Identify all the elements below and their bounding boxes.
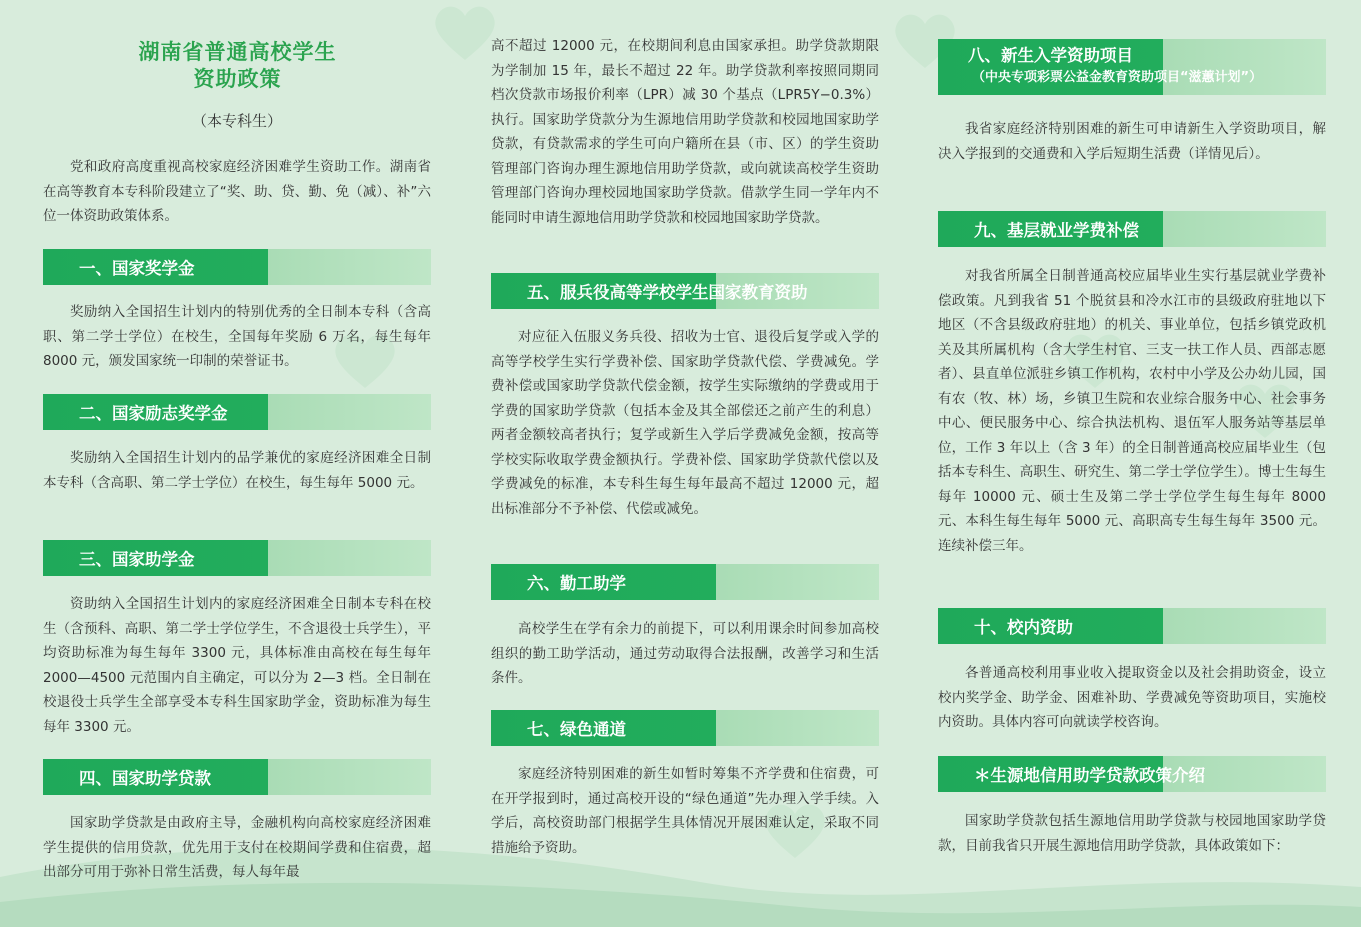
document-subtitle: （本专科生） <box>191 112 282 130</box>
section-title-6: 六、勤工助学 <box>527 574 626 593</box>
section-body-2: 奖励纳入全国招生计划内的品学兼优的家庭经济困难全日制本专科（含高职、第二学士学位）在校生，每生每年 5000 元。 <box>43 450 431 491</box>
section-header-9 <box>938 211 1326 247</box>
section-body-7: 家庭经济特别困难的新生如暂时筹集不齐学费和住宿费，可在开学报到时，通过高校开设的“绿色通道”先办理入学手续。入学后，高校资助部门根据学生具体情况开展困难认定，采取不同措施给予资助。 <box>491 766 879 856</box>
title-line-2: 资助政策 <box>193 66 282 91</box>
section-subtitle-8: （中央专项彩票公益金教育资助项目“滋蕙计划”） <box>972 70 1263 85</box>
section-body-1: 奖励纳入全国招生计划内的特别优秀的全日制本专科（含高职、第二学士学位）在校生，全国每年奖励 6 万名，每生每年 8000 元，颁发国家统一印制的荣誉证书。 <box>43 304 431 369</box>
section-body-10: 各普通高校利用事业收入提取资金以及社会捐助资金，设立校内奖学金、助学金、困难补助、学费减免等资助项目，实施校内资助。具体内容可向就读学校咨询。 <box>938 665 1326 730</box>
section-body-4: 国家助学贷款是由政府主导，金融机构向高校家庭经济困难学生提供的信用贷款，优先用于支付在校期间学费和住宿费，超出部分可用于弥补日常生活费，每人每年最 <box>43 815 431 880</box>
section-title-2: 二、国家励志奖学金 <box>79 404 228 423</box>
section-header-1 <box>43 249 431 285</box>
section-header-2 <box>43 394 431 430</box>
section-body-8: 我省家庭经济特别困难的新生可申请新生入学资助项目，解决入学报到的交通费和入学后短期生活费（详情见后）。 <box>938 121 1326 162</box>
section-title-8: 八、新生入学资助项目 <box>968 46 1133 65</box>
document-title <box>70 38 405 92</box>
section-header-3 <box>43 540 431 576</box>
section-body-11: 国家助学贷款包括生源地信用助学贷款与校园地国家助学贷款，目前我省只开展生源地信用助学贷款，具体政策如下： <box>938 813 1326 854</box>
section-title-7: 七、绿色通道 <box>527 720 626 739</box>
section-title-4: 四、国家助学贷款 <box>79 769 211 788</box>
section-title-1: 一、国家奖学金 <box>79 259 195 278</box>
section-header-5 <box>491 273 879 309</box>
section-header-4 <box>43 759 431 795</box>
section-title-11: ＊生源地信用助学贷款政策介绍 <box>974 766 1205 785</box>
section-header-11 <box>938 756 1326 792</box>
section-header-8 <box>938 39 1326 95</box>
section-body-9: 对我省所属全日制普通高校应届毕业生实行基层就业学费补偿政策。凡到我省 51 个脱贫县和冷水江市的县级政府驻地以下地区（不含县级政府驻地）的机关、事业单位，包括乡镇党政机关及其所属机构（含大学生村官、三支一扶工作人员、西部志愿者）、县直单位派驻乡镇工作机构，农村中小学及公办幼儿园，国有农（牧、林）场，乡镇卫生院和农业综合服务中心、社会事务中心、便民服务中心、综合执法机构、退伍军人服务站等基层单位，工作 3 年以上（含 3 年）的全日制普通高校应届毕业生（包括本专科生、高职生、研究生、第二学士学位学生）。博士生每生每年 10000 元、硕士生及第二学士学位学生每生每年 8000 元、本科生每生每年 5000 元、高职高专生每生每年 3500 元。连续补偿三年。 <box>938 268 1326 554</box>
section-body-3: 资助纳入全国招生计划内的家庭经济困难全日制本专科在校生（含预科、高职、第二学士学位学生，不含退役士兵学生），平均资助标准为每生每年 3300 元，具体标准由高校在每生每年 2000—4500 元范围内自主确定，可以分为 2—3 档。全日制在校退役士兵学生全部享受本专科生国家助学金，资助标准为每生每年 3300 元。 <box>43 596 431 735</box>
section-title-3: 三、国家助学金 <box>79 550 195 569</box>
intro-paragraph: 党和政府高度重视高校家庭经济困难学生资助工作。湖南省在高等教育本专科阶段建立了“奖、助、贷、勤、免（减）、补”六位一体资助政策体系。 <box>43 159 431 224</box>
title-line-1: 湖南省普通高校学生 <box>138 39 337 64</box>
section-title-10: 十、校内资助 <box>974 618 1073 637</box>
section-header-7 <box>491 710 879 746</box>
section-body-5: 对应征入伍服义务兵役、招收为士官、退役后复学或入学的高等学校学生实行学费补偿、国家助学贷款代偿、学费减免。学费补偿或国家助学贷款代偿金额，按学生实际缴纳的学费或用于学费的国家助学贷款（包括本金及其全部偿还之前产生的利息）两者金额较高者执行；复学或新生入学后学费减免金额，按高等学校实际收取学费金额执行。学费补偿、国家助学贷款代偿以及学费减免的标准，本专科生每生每年最高不超过 12000 元，超出标准部分不予补偿、代偿或减免。 <box>491 329 879 517</box>
section-header-6 <box>491 564 879 600</box>
section-body-4-continued: 高不超过 12000 元，在校期间利息由国家承担。助学贷款期限为学制加 15 年，最长不超过 22 年。助学贷款利率按照同期同档次贷款市场报价利率（LPR）减 30 个基点（LPR5Y−0.3%）执行。国家助学贷款分为生源地信用助学贷款和校园地国家助学贷款，有贷款需求的学生可向户籍所在县（市、区）的学生资助管理部门咨询办理生源地信用助学贷款，或向就读高校学生资助管理部门咨询办理校园地国家助学贷款。借款学生同一学年内不能同时申请生源地信用助学贷款和校园地国家助学贷款。 <box>491 38 879 226</box>
section-body-6: 高校学生在学有余力的前提下，可以利用课余时间参加高校组织的勤工助学活动，通过劳动取得合法报酬，改善学习和生活条件。 <box>491 621 879 686</box>
section-title-5: 五、服兵役高等学校学生国家教育资助 <box>527 283 808 302</box>
section-header-10 <box>938 608 1326 644</box>
heart-icon <box>430 2 500 62</box>
section-title-9: 九、基层就业学费补偿 <box>974 221 1139 240</box>
